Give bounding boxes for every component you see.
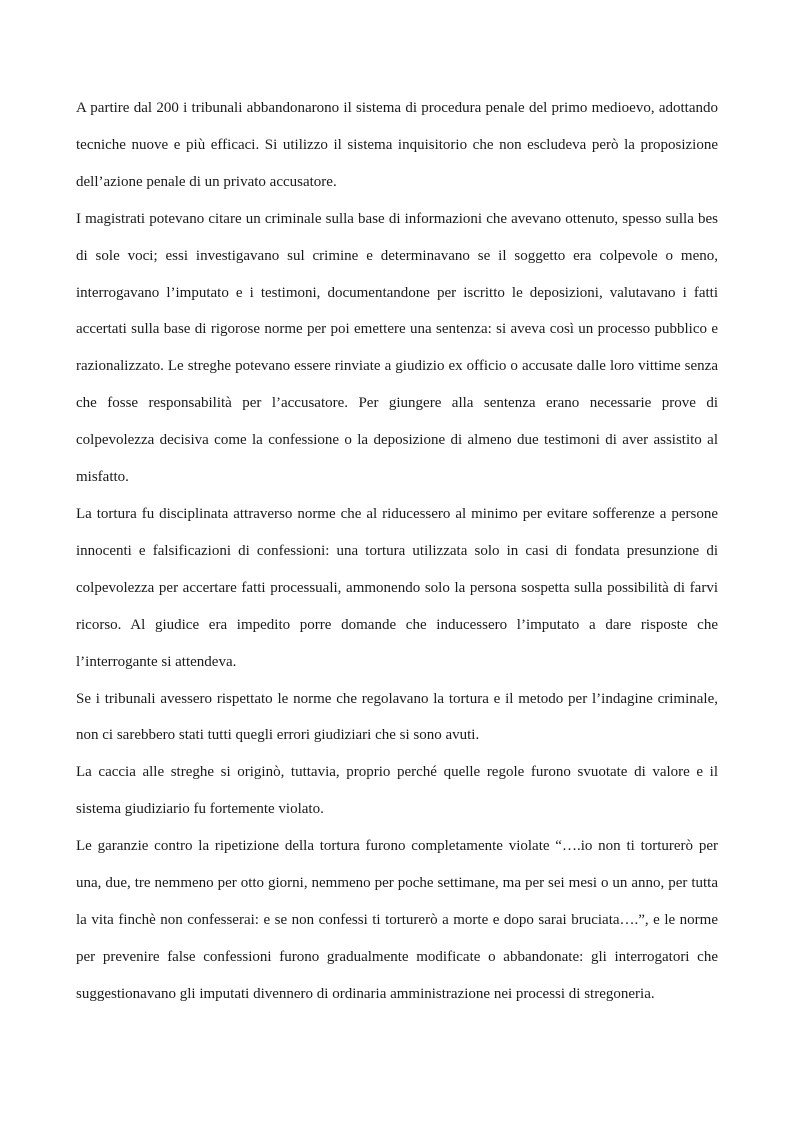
paragraph-4: Se i tribunali avessero rispettato le norme che regolavano la tortura e il metodo per l’indagine criminale, non ci sarebbero stati tutti quegli errori giudiziari che si sono avuti.	[76, 690, 718, 744]
paragraph-2: I magistrati potevano citare un criminale sulla base di informazioni che avevano ottenuto, spesso sulla bes di sole voci; essi investigavano sul crimine e determinavano se il soggetto era colpevole o meno, interrogavano l’imputato e i testimoni, documentandone per iscritto le deposizioni, valutavano i fatti accertati sulla base di rigorose norme per poi emettere una sentenza: si aveva così un processo pubblico e razionalizzato. Le streghe potevano essere rinviate a giudizio ex officio o accusate dalle loro vittime senza che fosse responsabilità per l’accusatore. Per giungere alla sentenza erano necessarie prove di colpevolezza decisiva come la confessione o la deposizione di almeno due testimoni di aver assistito al misfatto.	[76, 210, 718, 486]
paragraph-1: A partire dal 200 i tribunali abbandonarono il sistema di procedura penale del primo medioevo, adottando tecniche nuove e più efficaci. Si utilizzo il sistema inquisitorio che non escludeva però la proposizione dell’azione penale di un privato accusatore.	[76, 100, 718, 190]
paragraph-3: La tortura fu disciplinata attraverso norme che al riducessero al minimo per evitare sofferenze a persone innocenti e falsificazioni di confessioni: una tortura utilizzata solo in casi di fondata presunzione di colpevolezza per accertare fatti processuali, ammonendo solo la persona sospetta sulla possibilità di farvi ricorso. Al giudice era impedito porre domande che inducessero l’imputato a dare risposte che l’interrogante si attendeva.	[76, 505, 718, 670]
paragraph-6: Le garanzie contro la ripetizione della tortura furono completamente violate “….io non ti torturerò per una, due, tre nemmeno per otto giorni, nemmeno per poche settimane, ma per sei mesi o un anno, per tutta la vita finchè non confesserai: e se non confessi ti torturerò a morte e dopo sarai bruciata….”, e le norme per prevenire false confessioni furono gradualmente modificate o abbandonate: gli interrogatori che suggestionavano gli imputati divennero di ordinaria amministrazione nei processi di stregoneria.	[76, 838, 718, 1002]
body-text	[76, 90, 718, 1013]
paragraph-5: La caccia alle streghe si originò, tuttavia, proprio perché quelle regole furono svuotate di valore e il sistema giudiziario fu fortemente violato.	[76, 764, 718, 818]
